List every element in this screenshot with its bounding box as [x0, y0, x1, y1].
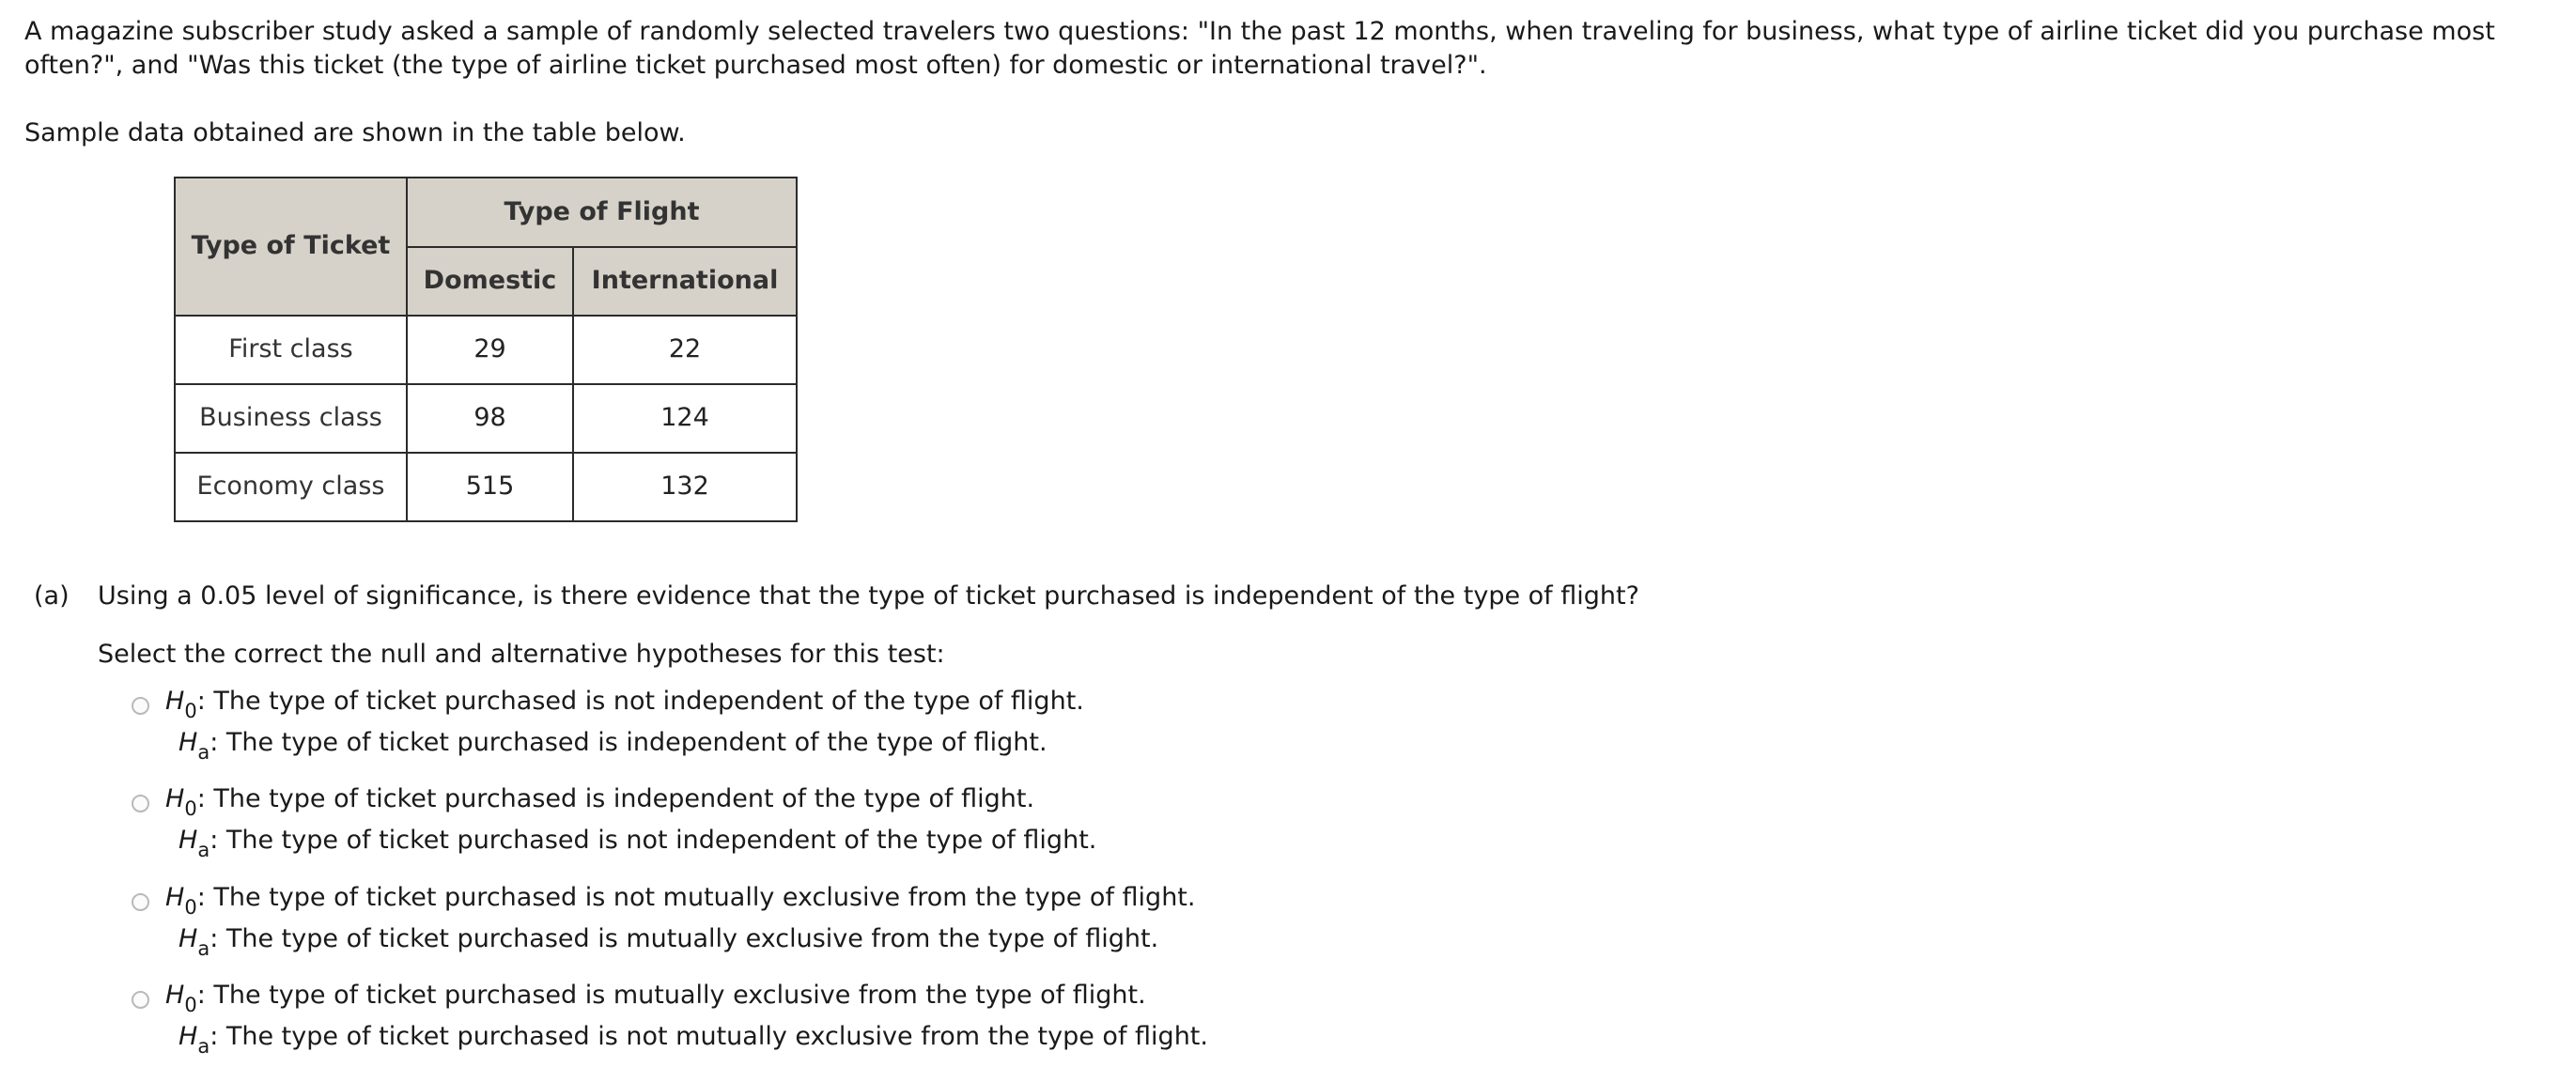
- h-subscript-a: a: [197, 1035, 210, 1058]
- table-cell: 132: [573, 453, 797, 521]
- row-label: First class: [175, 316, 407, 384]
- null-hypothesis: [165, 782, 1035, 820]
- null-hypothesis-text: : The type of ticket purchased is mutually exclusive from the type of flight.: [196, 981, 1146, 1010]
- question-text: Using a 0.05 level of significance, is there evidence that the type of ticket purchased is independent of the type of flight?: [98, 581, 1639, 611]
- h-subscript-0: 0: [184, 994, 197, 1016]
- intro-text: A magazine subscriber study asked a sample of randomly selected travelers two questions: "In the past 12 months, when traveling for business, what type of airline ticket did you purchase most often?", and "Was this ticket (the type of airline ticket purchased most often) for domestic or international travel?".: [24, 17, 2495, 81]
- part-label: (a): [34, 581, 70, 611]
- radio-button[interactable]: [132, 697, 149, 715]
- instruction-text: Select the correct the null and alternative hypotheses for this test:: [98, 640, 945, 669]
- alternative-hypothesis-text: : The type of ticket purchased is independent of the type of flight.: [209, 728, 1047, 757]
- data-table: [174, 177, 798, 522]
- radio-button[interactable]: [132, 991, 149, 1009]
- table-row: [175, 453, 797, 521]
- h-symbol: H: [178, 728, 198, 757]
- table-cell: 124: [573, 384, 797, 453]
- h-symbol: H: [165, 883, 185, 912]
- table-cell: 22: [573, 316, 797, 384]
- h-symbol: H: [178, 826, 198, 855]
- alternative-hypothesis: [178, 824, 1097, 861]
- row-label: Economy class: [175, 453, 407, 521]
- column-header-international: International: [573, 247, 797, 316]
- null-hypothesis: [165, 685, 1084, 722]
- h-subscript-a: a: [197, 741, 210, 764]
- h-subscript-0: 0: [184, 700, 197, 722]
- column-header-domestic: Domestic: [407, 247, 573, 316]
- alternative-hypothesis: [178, 922, 1159, 960]
- null-hypothesis: [165, 979, 1146, 1016]
- null-hypothesis-text: : The type of ticket purchased is independent of the type of flight.: [196, 784, 1035, 813]
- row-label: Business class: [175, 384, 407, 453]
- h-symbol: H: [165, 784, 185, 813]
- alternative-hypothesis-text: : The type of ticket purchased is not independent of the type of flight.: [209, 826, 1097, 855]
- table-cell: 29: [407, 316, 573, 384]
- row-header-type-of-ticket: Type of Ticket: [175, 178, 407, 316]
- table-row: [175, 316, 797, 384]
- radio-button[interactable]: [132, 795, 149, 812]
- alternative-hypothesis-text: : The type of ticket purchased is mutually exclusive from the type of flight.: [209, 924, 1159, 953]
- table-cell: 98: [407, 384, 573, 453]
- alternative-hypothesis: [178, 726, 1047, 764]
- h-subscript-0: 0: [184, 896, 197, 919]
- radio-button[interactable]: [132, 893, 149, 911]
- table-row: [175, 384, 797, 453]
- h-symbol: H: [178, 924, 198, 953]
- alternative-hypothesis-text: : The type of ticket purchased is not mutually exclusive from the type of flight.: [209, 1022, 1208, 1051]
- h-symbol: H: [165, 981, 185, 1010]
- table-cell: 515: [407, 453, 573, 521]
- null-hypothesis-text: : The type of ticket purchased is not mutually exclusive from the type of flight.: [196, 883, 1196, 912]
- alternative-hypothesis: [178, 1020, 1208, 1058]
- h-symbol: H: [165, 687, 185, 716]
- h-subscript-a: a: [197, 839, 210, 861]
- h-symbol: H: [178, 1022, 198, 1051]
- sample-data-note: Sample data obtained are shown in the table below.: [24, 118, 686, 147]
- problem-intro: [24, 15, 2561, 84]
- h-subscript-0: 0: [184, 797, 197, 820]
- null-hypothesis-text: : The type of ticket purchased is not independent of the type of flight.: [196, 687, 1084, 716]
- null-hypothesis: [165, 881, 1196, 919]
- group-header-type-of-flight: Type of Flight: [407, 178, 797, 247]
- h-subscript-a: a: [197, 937, 210, 960]
